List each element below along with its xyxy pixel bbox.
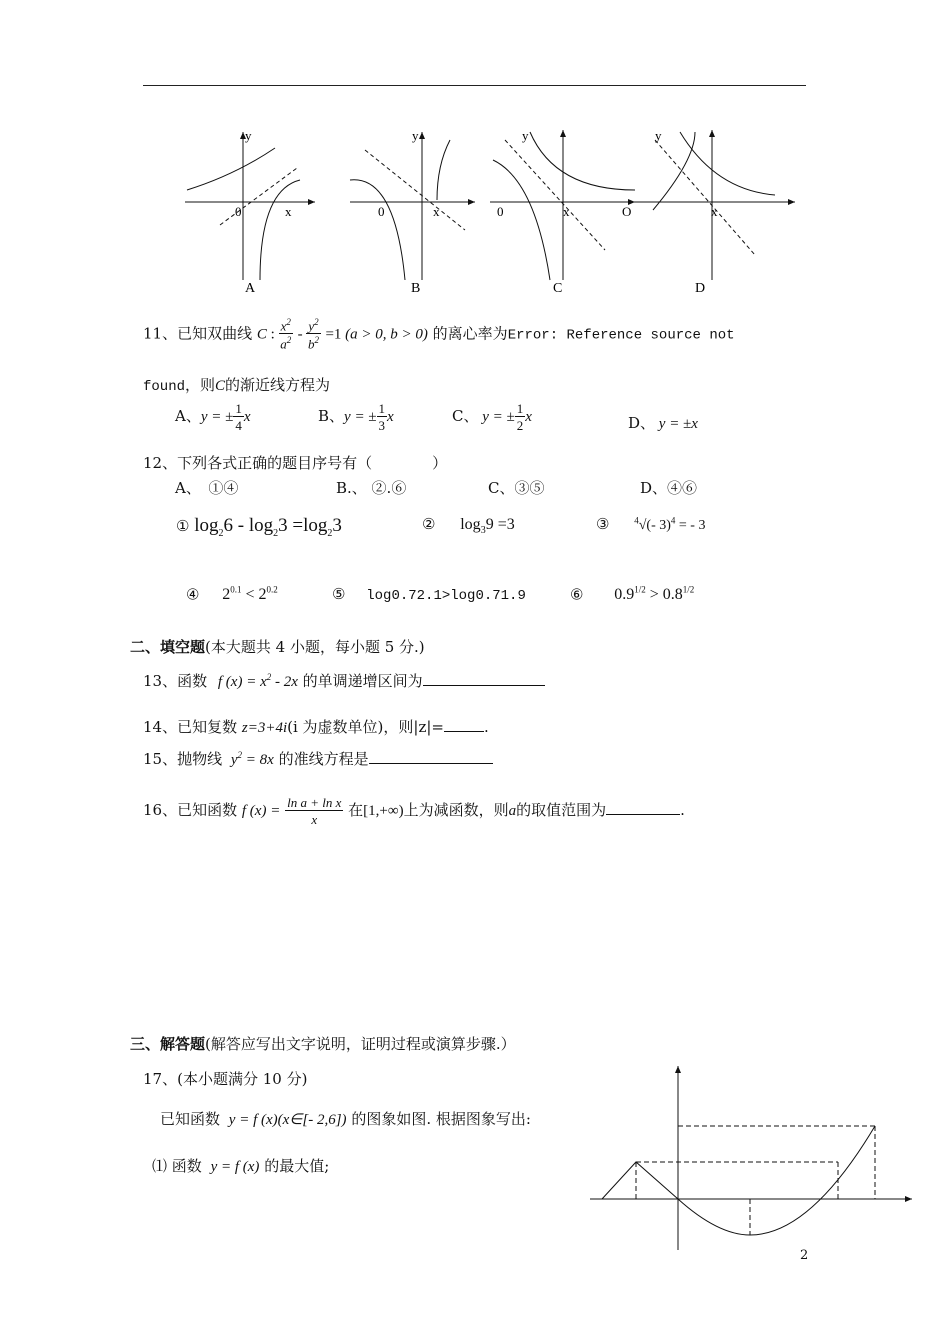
axis-y-label-b: y: [412, 128, 419, 143]
q11-opt-a: A、y = ± $\frac{1}{4}$ x: [175, 401, 251, 433]
q12-item-6: ⑥ $0.9^{1/2} > 0.8^{1/2}$: [570, 585, 695, 604]
q11-options: [175, 402, 251, 432]
axis-y-label-d: y: [655, 128, 662, 143]
q17-part1: ⑴ 函数 y = f (x) 的最大值;: [152, 1157, 330, 1175]
q11-opt-d: D、 y = ±x: [628, 414, 698, 432]
choice-d: D: [695, 281, 706, 296]
q12-item-4: ④ $2^{0.1} < 2^{0.2}$: [186, 585, 278, 604]
q16-answer-blank[interactable]: [606, 814, 680, 815]
q12-item-3: ③ $^4$√(- 3)$^4$ = - 3: [596, 515, 706, 533]
axis-y-label: y: [245, 128, 252, 143]
axis-x-label-b: x: [433, 204, 440, 219]
origin-label-d: O: [622, 204, 632, 219]
q17-function-graph: [590, 1060, 920, 1260]
q12-item-1: ① $\log_26 - \log_23 =\log_23$: [176, 515, 342, 539]
q12-opt-b: B.、 ②.⑥: [336, 479, 407, 497]
q11-opt-c: C、 y = ± $\frac{1}{2}$ x: [452, 401, 532, 433]
graph-b: [350, 128, 475, 296]
graph-d: [622, 128, 795, 296]
q15: 15、抛物线 $y^2 = 8x$ 的准线方程是: [143, 748, 493, 769]
q12-item-5: ⑤ log0.72.1>log0.71.9: [332, 585, 526, 604]
q17-line1: 已知函数 y = f (x)(x∈[- 2,6]) 的图象如图. 根据图象写出:: [160, 1110, 531, 1128]
q12-prompt: 12、下列各式正确的题目序号有（ ）: [143, 454, 448, 472]
section2-heading: 二、填空题(本大题共 4 小题，每小题 5 分.): [130, 638, 425, 656]
axis-x-label-d: x: [711, 204, 718, 219]
q15-answer-blank[interactable]: [369, 763, 493, 764]
choice-b: B: [411, 281, 421, 296]
q12-item-2: ② $\log_39 =3$: [422, 515, 515, 537]
q16: 16、已知函数 f (x) = $\frac{\text{ln a + ln x}}{x}$ 在[1,+∞)上为减函数，则a的取值范围为 .: [143, 795, 685, 827]
choice-a: A: [245, 281, 256, 296]
q14: 14、已知复数 z=3+4i(i 为虚数单位)，则|z|= .: [143, 718, 489, 736]
axis-x-label: x: [285, 204, 292, 219]
q13-answer-blank[interactable]: [423, 685, 545, 686]
page-number: 2: [800, 1248, 809, 1263]
section3-heading: 三、解答题(解答应写出文字说明，证明过程或演算步骤.）: [130, 1035, 516, 1053]
q11-opt-b: B、y = ± $\frac{1}{3}$ x: [318, 401, 394, 433]
q12-opt-a: A、 ①④: [175, 479, 239, 497]
q11-line1: 11、已知双曲线 C : $\frac{x^2}{a^2}$ - $\frac{y^2}{b^2}$ =1 (a > 0, b > 0) 的离心率为Error: Reference source not: [143, 317, 735, 352]
header-rule: [143, 85, 806, 86]
axis-x-label-c: x: [563, 204, 570, 219]
graph-a: [185, 128, 315, 296]
q11-line2: found，则C的渐近线方程为: [143, 376, 331, 395]
hyperbola-graphs: [175, 120, 815, 300]
axis-y-label-c: y: [522, 128, 529, 143]
q14-answer-blank[interactable]: [444, 731, 484, 732]
q12-opt-c: C、③⑤: [488, 479, 545, 497]
choice-c: C: [553, 281, 563, 296]
origin-label: 0: [235, 204, 242, 219]
q12-opt-d: D、④⑥: [640, 479, 698, 497]
origin-label-c: 0: [497, 204, 504, 219]
q17-header: 17、(本小题满分 10 分): [143, 1070, 308, 1088]
origin-label-b: 0: [378, 204, 385, 219]
graph-c: [490, 128, 635, 296]
q13: 13、函数 f $(x) = x^2 - 2x$ 的单调递增区间为: [143, 670, 545, 691]
